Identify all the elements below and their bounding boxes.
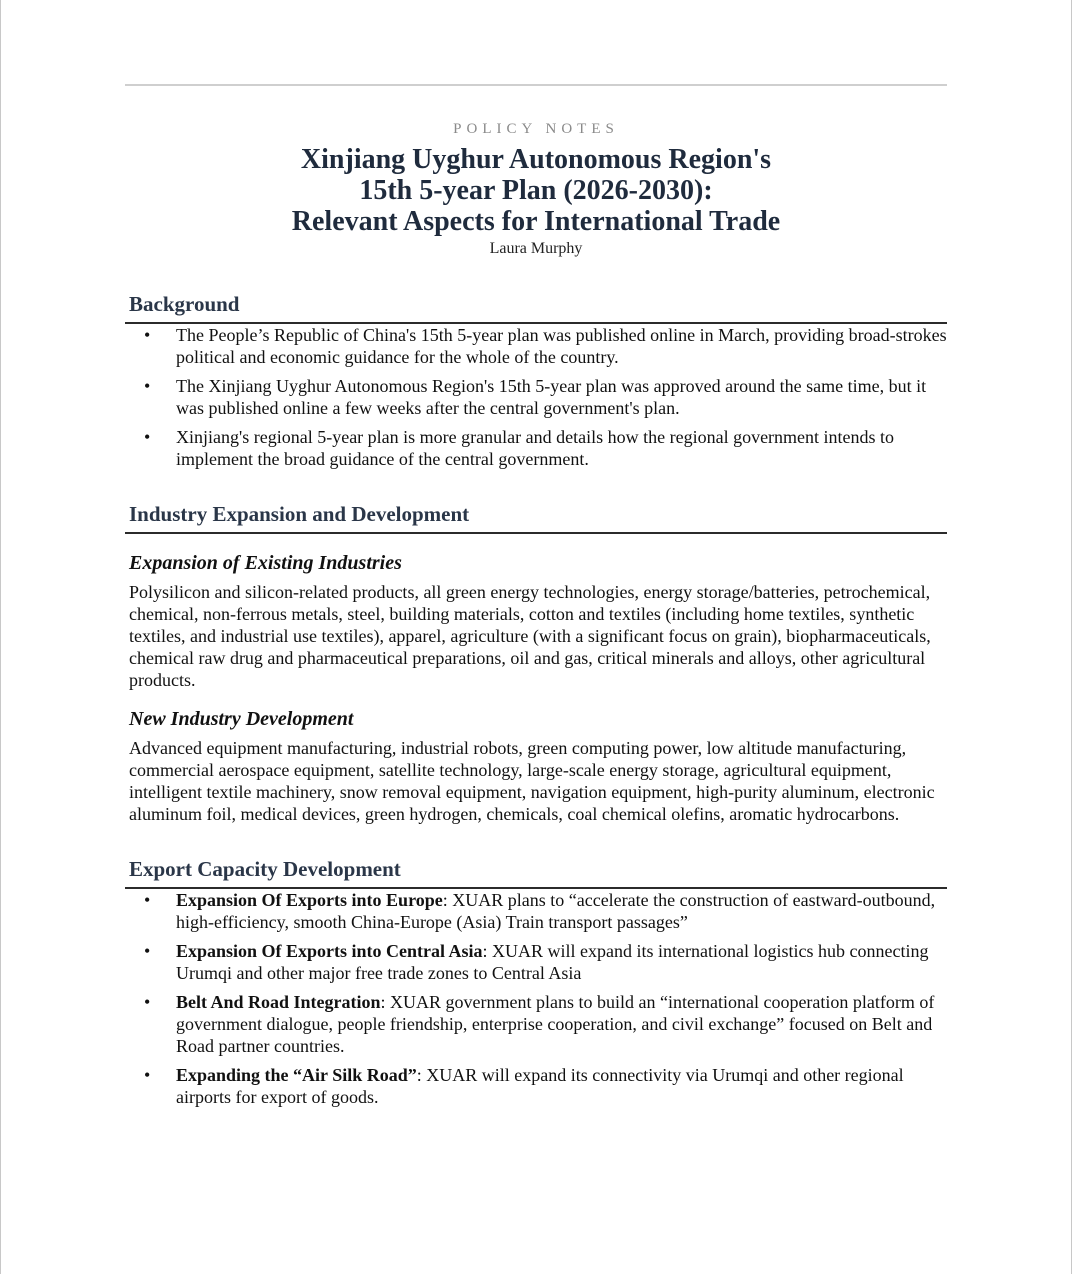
author: Laura Murphy — [489, 240, 583, 257]
title-line-1: Xinjiang Uyghur Autonomous Region's — [300, 144, 772, 175]
bullet-icon: • — [144, 325, 151, 345]
bullet-text: The People’s Republic of China's 15th 5-year plan was published online in March, providing broad-strokes political and economic guidance for the whole of the country. — [176, 325, 947, 367]
section-heading-industry: Industry Expansion and Development — [125, 502, 947, 534]
bullet-text: Xinjiang's regional 5-year plan is more granular and details how the regional government intends to implement the broad guidance of the central government. — [176, 427, 895, 469]
bullet-icon: • — [144, 427, 151, 447]
document-title — [125, 144, 947, 237]
bullet-lead: Belt And Road Integration — [176, 992, 381, 1012]
list-item — [125, 889, 947, 933]
subheading-existing-industries: Expansion of Existing Industries — [129, 552, 402, 574]
section-heading-export: Export Capacity Development — [125, 857, 947, 889]
existing-industries-text: Polysilicon and silicon-related products, all green energy technologies, energy storage/batteries, petrochemical, chemical, non-ferrous metals, steel, building materials, cotton and textiles (including home textiles, synthetic textiles, and industrial use textiles), apparel, agriculture (with a significant focus on grain), biopharmaceuticals, chemical raw drug and pharmaceutical preparations, oil and gas, critical minerals and alloys, other agricultural products. — [129, 582, 931, 690]
bullet-text: : XUAR plans to “accelerate the construction of eastward-outbound, high-efficiency, smooth China-Europe (Asia) Train transport passages” — [176, 890, 936, 932]
bullet-text: : XUAR government plans to build an “international cooperation platform of government dialogue, people friendship, enterprise cooperation, and civil exchange” focused on Belt and Road partner countries. — [176, 992, 935, 1056]
export-list — [125, 889, 947, 1108]
title-line-3: Relevant Aspects for International Trade — [291, 206, 781, 237]
bullet-icon: • — [144, 1065, 151, 1085]
section-heading-background: Background — [125, 292, 947, 324]
background-list — [125, 324, 947, 470]
bullet-lead: Expansion Of Exports into Central Asia — [176, 941, 483, 961]
page-content — [125, 84, 947, 1115]
bullet-lead: Expansion Of Exports into Europe — [176, 890, 443, 910]
list-item — [125, 940, 947, 984]
list-item — [125, 991, 947, 1057]
list-item — [125, 375, 947, 419]
bullet-icon: • — [144, 992, 151, 1012]
bullet-icon: • — [144, 941, 151, 961]
bullet-lead: Expanding the “Air Silk Road” — [176, 1065, 417, 1085]
kicker: POLICY NOTES — [453, 121, 619, 137]
bullet-text: : XUAR will expand its international logistics hub connecting Urumqi and other major free trade zones to Central Asia — [176, 941, 929, 983]
title-line-2: 15th 5-year Plan (2026-2030): — [359, 175, 713, 206]
top-rule — [125, 84, 947, 86]
new-industry-text: Advanced equipment manufacturing, industrial robots, green computing power, low altitude manufacturing, commercial aerospace equipment, satellite technology, large-scale energy storage, agricultural equipment, intelligent textile machinery, snow removal equipment, navigation equipment, high-purity aluminum, electronic aluminum foil, medical devices, green hydrogen, chemicals, coal chemical olefins, aromatic hydrocarbons. — [129, 738, 935, 824]
list-item — [125, 324, 947, 368]
bullet-icon: • — [144, 890, 151, 910]
list-item — [125, 426, 947, 470]
bullet-text: : XUAR will expand its connectivity via Urumqi and other regional airports for export of goods. — [176, 1065, 904, 1107]
subheading-new-industry: New Industry Development — [129, 708, 354, 730]
list-item — [125, 1064, 947, 1108]
bullet-text: The Xinjiang Uyghur Autonomous Region's 15th 5-year plan was approved around the same time, but it was published online a few weeks after the central government's plan. — [176, 376, 927, 418]
bullet-icon: • — [144, 376, 151, 396]
